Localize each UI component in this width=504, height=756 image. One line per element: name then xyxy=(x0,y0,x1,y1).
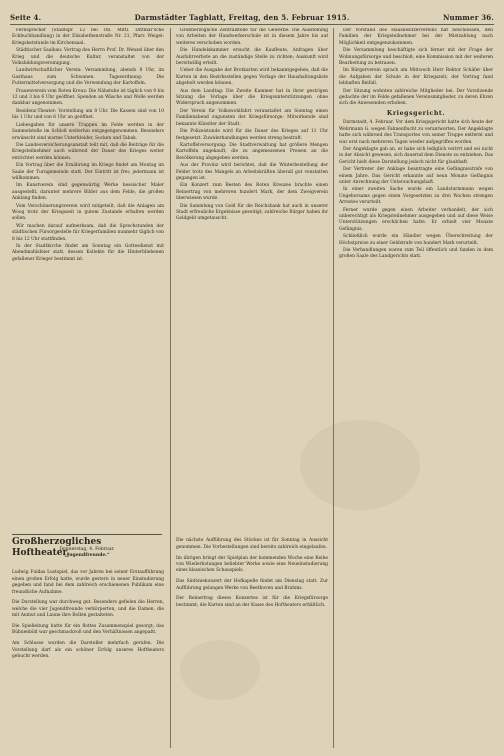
feature-headline: Großherzogliches Hoftheater. xyxy=(12,534,162,559)
article-paragraph: Kartoffelversorgung: Die Stadtverwaltung hat größere Mengen Kartoffeln angekauft, die zu angemessenen Preisen an die Bevölkerung abgegeben werden. xyxy=(176,142,328,161)
article-paragraph: Die Spielleitung hatte für ein flottes Zusammenspiel gesorgt; das Bühnenbild war geschmackvoll und den Verhältnissen angepaßt. xyxy=(12,624,164,636)
article-paragraph: Der Angeklagte gab an, er habe sich lediglich verirrt und sei nicht in der Absicht gewesen, sich dauernd dem Dienste zu entziehen. Das Gericht hielt diese Darstellung jedoch nicht für glaubhaft. xyxy=(339,146,493,165)
article-paragraph: Großherzogliche Zentralstelle für die Gewerbe: Die Ausstellung von Arbeiten der Handwerkerschule ist in diesem Jahre bis auf weiteres verschoben worden. xyxy=(176,28,328,46)
column-3 xyxy=(339,28,493,748)
masthead-line: Darmstädter Tagblatt, Freitag, den 5. Februar 1915. xyxy=(134,12,350,22)
article-paragraph: Ein Konzert zum Besten des Roten Kreuzes brachte einen Reinertrag von mehreren hundert Mark, der dem Zweigverein überwiesen wurde. xyxy=(176,183,328,202)
article-paragraph: Ludwig Fuldas Lustspiel, das vor Jahren bei seiner Erstaufführung einen großen Erfolg hatte, wurde gestern in neuer Einstudierung gegeben und fand bei dem zahlreich erschienenen Publikum eine freundliche Aufnahme. xyxy=(12,570,164,595)
page-header xyxy=(10,10,494,25)
article-paragraph: Die Polizeistunde wird für die Dauer des Krieges auf 11 Uhr festgesetzt. Zuwiderhandlungen werden streng bestraft. xyxy=(176,129,328,141)
feature-date: Donnerstag, 4. Februar. xyxy=(59,547,115,552)
article-paragraph: Frauenverein vom Roten Kreuz: Die Nähstube ist täglich von 9 bis 12 und 3 bis 6 Uhr geöffnet. Spenden an Wäsche und Wolle werden dankbar angenommen. xyxy=(12,88,164,107)
article-paragraph: Im Bürgerverein sprach am Mittwoch Herr Rektor Schäfer über die Aufgaben der Schule in der Kriegszeit; der Vortrag fand lebhaften Beifall. xyxy=(339,68,493,87)
feature-column-1 xyxy=(12,566,164,748)
article-paragraph: In einer zweiten Sache wurde ein Landsturmmann wegen Ungehorsams gegen einen Vorgesetzten zu drei Wochen strengen Arrestes verurteilt. xyxy=(339,187,493,206)
section-title: Kriegsgericht. xyxy=(386,109,446,117)
article-paragraph: Der Vertreter der Anklage beantragte eine Gefängnisstrafe von einem Jahre. Das Gericht erkannte auf neun Monate Gefängnis unter Anrechnung der Untersuchungshaft. xyxy=(339,167,493,185)
article-paragraph: Am Schlusse wurden die Darsteller mehrfach gerufen. Die Vorstellung darf als ein schöner Erfolg unseres Hoftheaters gebucht werden. xyxy=(12,641,164,660)
feature-subline xyxy=(12,547,162,559)
article-paragraph: Residenz-Theater: Vorstellung um 8 Uhr. Die Kassen sind von 10 bis 1 Uhr und von 6 Uhr an geöffnet. xyxy=(12,108,164,121)
article-paragraph: Die Verhandlungen waren zum Teil öffentlich und fanden in dem großen Saale des Landgerichts statt. xyxy=(339,248,493,260)
article-paragraph: Landwirtschaftlicher Verein: Versammlung, abends 8 Uhr, im Gasthaus zum Schwanen. Tagesordnung: Die Futtermittelversorgung und die Verwendung der Kartoffeln. xyxy=(12,68,164,87)
article-paragraph: Der Reinertrag dieses Konzertes ist für die Kriegsfürsorge bestimmt; die Karten sind an der Kasse des Hoftheaters erhältlich. xyxy=(176,596,328,608)
article-paragraph: Darmstadt, 4. Februar. Vor dem Kriegsgericht hatte sich heute der Wehrmann G. wegen Fahnenflucht zu verantworten. Der Angeklagte hatte sich während des Transportes von seiner Truppe entfernt und war erst nach mehreren Tagen wieder aufgegriffen worden. xyxy=(339,120,493,145)
article-paragraph: Das Sinfoniekonzert der Hofkapelle findet am Dienstag statt. Zur Aufführung gelangen Werke von Beethoven und Brahms. xyxy=(176,579,328,591)
article-paragraph: Schließlich wurde ein Händler wegen Überschreitung der Höchstpreise zu einer Geldstrafe von hundert Mark verurteilt. xyxy=(339,234,493,246)
article-paragraph: In der Stadtkirche findet am Sonntag ein Gottesdienst mit Abendmahlsfeier statt, dessen Kollekte für die Hinterbliebenen gefallener Krieger bestimmt ist. xyxy=(12,244,164,262)
article-paragraph: Die Landesversicherungsanstalt teilt mit, daß die Beiträge für die Kriegsteilnehmer auch während der Dauer des Krieges weiter entrichtet werden können. xyxy=(12,142,164,161)
article-paragraph: Die Darstellung war durchweg gut. Besonders gefielen die Herren, welche die vier Jugendfreunde verkörperten, und die Damen, die mit Anmut und Laune ihre Rollen gestalteten. xyxy=(12,600,164,619)
article-paragraph: Die Sammlung von Gold für die Reichsbank hat auch in unserer Stadt erfreuliche Ergebnisse gezeitigt; zahlreiche Bürger haben ihr Goldgeld umgetauscht. xyxy=(176,203,328,222)
article-paragraph: Der Vorstand des Hausbesitzervereins hat beschlossen, den Familien der Kriegsteilnehmer bei der Mietzahlung nach Möglichkeit entgegenzukommen. xyxy=(339,28,493,46)
article-paragraph: Der Verein für Volkswohlfahrt veranstaltet am Sonntag einen Familienabend zugunsten der Kriegsfürsorge; Mitwirkende sind bekannte Künstler der Stadt. xyxy=(176,108,328,127)
article-paragraph: Liebesgaben für unsere Truppen im Felde werden in der Sammelstelle im Schloß weiterhin entgegengenommen. Besonders erwünscht sind warme Unterkleider, Socken und Tabak. xyxy=(12,122,164,141)
article-paragraph: Wir machen darauf aufmerksam, daß die Sprechstunden der städtischen Fürsorgestelle für Kriegerfamilien nunmehr täglich von 8 bis 12 Uhr stattfinden. xyxy=(12,223,164,242)
article-paragraph: Ueber die Ausgabe der Brotkarten wird bekanntgegeben, daß die Karten in den Bezirksstellen gegen Vorlage der Haushaltungsliste abgeholt werden können. xyxy=(176,68,328,87)
article-paragraph: Ein Vortrag über die Ernährung im Kriege findet am Montag im Saale der Turngemeinde statt. Der Eintritt ist frei; jedermann ist willkommen. xyxy=(12,163,164,181)
article-paragraph: Fernsprecher (Stadtspr. 12 bei Ob. Mittl. Dittmar'sche Eckbuchhandlung) in der Elisabethenstraße Nr. 21, Pfarr. Weigel: Kriegsbetstunde im Kirchensaal. xyxy=(12,28,164,46)
page-number: Seite 4. xyxy=(10,12,42,22)
feature-column-2 xyxy=(176,534,328,748)
column-2 xyxy=(176,28,328,530)
column-rule xyxy=(170,28,171,748)
article-paragraph: Ferner wurde gegen einen Arbeiter verhandelt, der sich unberechtigt als Kriegsteilnehmer ausgegeben und auf diese Weise Unterstützungen erschlichen hatte. Er erhielt vier Monate Gefängnis. xyxy=(339,207,493,232)
article-paragraph: Aus der Provinz wird berichtet, daß die Winterbestellung der Felder trotz des Mangels an Arbeitskräften überall gut vonstatten gegangen ist. xyxy=(176,163,328,181)
article-paragraph: Aus dem Landtag: Die Zweite Kammer hat in ihrer gestrigen Sitzung die Vorlage über die Kriegsunterstützungen ohne Widerspruch angenommen. xyxy=(176,88,328,107)
column-1 xyxy=(12,28,164,530)
feature-play-title: „Jugendfreunde.“ xyxy=(64,553,110,558)
article-paragraph: Im übrigen bringt der Spielplan der kommenden Woche eine Reihe von Wiederholungen beliebter Werke sowie eine Neueinstudierung eines klassischen Schauspiels. xyxy=(176,555,328,574)
column-rule xyxy=(333,28,334,748)
issue-number: Nummer 36. xyxy=(442,12,494,22)
article-paragraph: Im Kunstverein sind gegenwärtig Werke hessischer Maler ausgestellt, darunter mehrere Bilder aus dem Felde, die großen Anklang finden. xyxy=(12,183,164,202)
article-paragraph: Vom Verschönerungsverein wird mitgeteilt, daß die Anlagen am Woog trotz der Kriegszeit in gutem Zustande erhalten werden sollen. xyxy=(12,203,164,222)
article-paragraph: Der Sitzung wohnten zahlreiche Mitglieder bei. Der Vorsitzende gedachte der im Felde gefallenen Vereinsmitglieder, zu deren Ehren sich die Anwesenden erhoben. xyxy=(339,88,493,107)
article-paragraph: Die Handelskammer ersucht die Kaufleute, Anfragen über Ausfuhrverbote an die zuständige Stelle zu richten; Auskunft wird bereitwillig erteilt. xyxy=(176,48,328,67)
article-paragraph: Die Versammlung beschäftigte sich ferner mit der Frage der Wohnungsfürsorge und beschloß, eine Kommission mit der weiteren Bearbeitung zu betrauen. xyxy=(339,48,493,67)
article-paragraph: Die nächste Aufführung des Stückes ist für Sonntag in Aussicht genommen. Die Vorbestellungen sind bereits zahlreich eingelaufen. xyxy=(176,538,328,550)
article-paragraph: Städtischer Saalbau: Vortrag des Herrn Prof. Dr. Wenzel über den Krieg und die deutsche Kultur, veranstaltet von der Volksbildungsvereinigung. xyxy=(12,48,164,67)
